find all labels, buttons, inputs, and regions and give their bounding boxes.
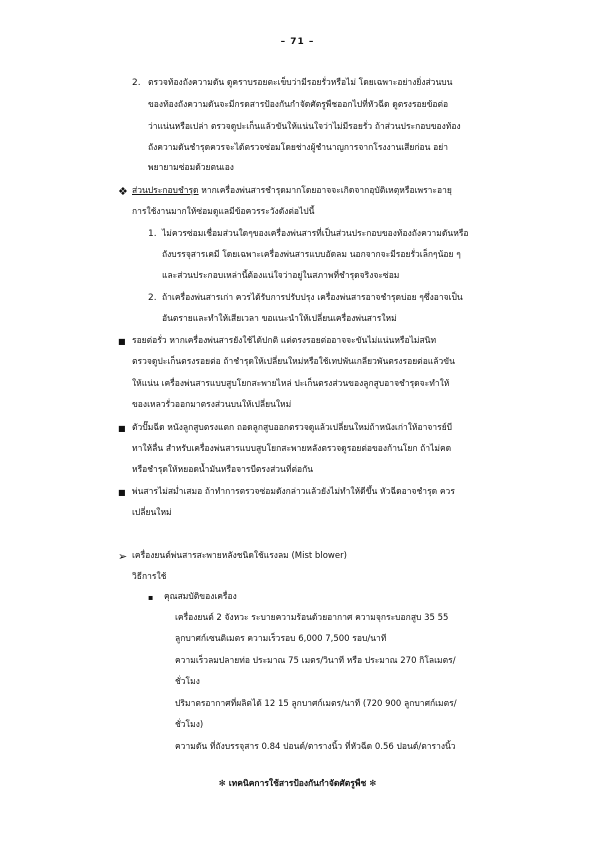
page-number: – 71 – <box>280 37 315 47</box>
usage-heading: วิธีการใช้ <box>132 572 167 582</box>
item-number: 2. <box>132 78 141 88</box>
arrow-bullet-icon: ➢ <box>118 550 128 563</box>
paragraph-line: ของท้องถังความดันจะมีกรดสารป้องกันกำจัดศัตรูพืชออกไปที่หัวฉีด ดูตรงรอยข้อต่อ <box>148 100 449 110</box>
paragraph-line: พยายามซ่อมด้วยตนเอง <box>148 163 234 173</box>
paragraph-line: หรือชำรุดให้หยอดน้ำมันหรือจารบีตรงส่วนที่ต่อกัน <box>132 465 314 475</box>
paragraph-line: ตรวจท้องถังความดัน ดูคราบรอยตะเข็บว่ามีรอยรั่วหรือไม่ โดยเฉพาะอย่างยิ่งส่วนบน <box>148 78 453 88</box>
section-heading: ส่วนประกอบชำรุด <box>132 186 199 196</box>
page-footer: ✻ เทคนิคการใช้สารป้องกันกำจัดศัตรูพืช ✻ <box>218 779 377 789</box>
paragraph-line: การใช้งานมากให้ซ่อมดูแลมีข้อควรระวังดังต่อไปนี้ <box>132 207 315 217</box>
spec-line: ปริมาตรอากาศที่ผลิตได้ 12 15 ลูกบาศก์เมตร/นาที (720 900 ลูกบาศก์เมตร/ <box>175 699 457 709</box>
section-heading-line <box>132 186 452 197</box>
spec-line: ชั่วโมง) <box>175 720 204 730</box>
paragraph-line: ตรวจดูปะเก็นตรงรอยต่อ ถ้าชำรุดให้เปลี่ยนใหม่หรือใช้เทปพันเกลียวพันตรงรอยต่อแล้วขัน <box>132 357 455 367</box>
item-number: 1. <box>148 229 157 239</box>
spec-line: ความเร็วลมปลายท่อ ประมาณ 75 เมตร/วินาที หรือ ประมาณ 270 กิโลเมตร/ <box>175 656 456 666</box>
spec-line: ชั่วโมง <box>175 677 200 687</box>
small-square-bullet-icon: ▪ <box>148 593 154 602</box>
spec-heading: คุณสมบัติของเครื่อง <box>164 592 237 602</box>
paragraph-line: ว่าแน่นหรือเปล่า ตรวจดูปะเก็นแล้วขันให้แน่นใจว่าไม่มีรอยรั่ว ถ้าส่วนประกอบของท้อง <box>148 122 461 132</box>
paragraph-line: ให้แน่น เครื่องพ่นสารแบบสูบโยกสะพายไหล่ ปะเก็นตรงส่วนของลูกสูบอาจชำรุดจะทำให้ <box>132 379 450 389</box>
paragraph-line: ถังความดันชำรุดควรจะได้ตรวจซ่อมโดยช่างผู้ชำนาญการจากโรงงานเสียก่อน อย่า <box>148 143 448 153</box>
spec-line: เครื่องยนต์ 2 จังหวะ ระบายความร้อนด้วยอากาศ ความจุกระบอกสูบ 35 55 <box>175 613 449 623</box>
paragraph-line: ถ้าเครื่องพ่นสารเก่า ควรได้รับการปรับปรุง เครื่องพ่นสารอาจชำรุดบ่อย ๆซึ่งอาจเป็น <box>162 293 463 303</box>
square-bullet-icon: ■ <box>118 424 126 433</box>
spec-line: ความดัน ที่ถังบรรจุสาร 0.84 ปอนด์/ตารางนิ้ว ที่หัวฉีด 0.56 ปอนด์/ตารางนิ้ว <box>175 742 456 752</box>
paragraph-line: ไม่ควรซ่อมเชื่อมส่วนใดๆของเครื่องพ่นสารที่เป็นส่วนประกอบของท้องถังความดันหรือ <box>162 229 469 239</box>
paragraph-line: เปลี่ยนใหม่ <box>132 508 172 518</box>
mist-blower-title: เครื่องยนต์พ่นสารสะพายหลังชนิดใช้แรงลม (Mist blower) <box>132 551 347 561</box>
paragraph-line: รอยต่อรั่ว หากเครื่องพ่นสารยังใช้ได้ปกติ แต่ตรงรอยต่ออาจจะขันไม่แน่นหรือไม่สนิท <box>132 336 437 346</box>
paragraph-line: พ่นสารไม่สม่ำเสมอ ถ้าทำการตรวจซ่อมดังกล่าวแล้วยังไม่ทำให้ดีขึ้น หัวฉีดอาจชำรุด ควร <box>132 487 455 497</box>
paragraph-line: อันตรายและทำให้เสียเวลา ขอแนะนำให้เปลี่ยนเครื่องพ่นสารใหม่ <box>162 314 397 324</box>
square-bullet-icon: ■ <box>118 488 126 497</box>
paragraph-line: ทาให้ลื่น สำหรับเครื่องพ่นสารแบบสูบโยกสะพายหลังตรวจดูรอยต่อของก้านโยก ถ้าไม่คด <box>132 444 452 454</box>
paragraph-line: และส่วนประกอบเหล่านี้ต้องแน่ใจว่าอยู่ในสภาพที่ชำรุดจริงจะซ่อม <box>162 271 400 281</box>
square-bullet-icon: ■ <box>118 337 126 346</box>
paragraph-line: ตัวปั๊มฉีด หนังลูกสูบตรงแตก ถอดลูกสูบออกตรวจดูแล้วเปลี่ยนใหม่ถ้าหนังเก่าให้อาจารย์บี <box>132 423 453 433</box>
diamond-bullet-icon: ❖ <box>118 185 128 198</box>
item-number: 2. <box>148 293 157 303</box>
section-heading-rest: หากเครื่องพ่นสารชำรุดมากโดยอาจจะเกิดจากอุบัติเหตุหรือเพราะอายุ <box>201 186 452 196</box>
spec-line: ลูกบาศก์เซนติเมตร ความเร็วรอบ 6,000 7,500 รอบ/นาที <box>175 634 387 644</box>
paragraph-line: ถังบรรจุสารเคมี โดยเฉพาะเครื่องพ่นสารแบบอัดลม นอกจากจะมีรอยรั่วเล็กๆน้อย ๆ <box>162 250 461 260</box>
paragraph-line: ของเหลวรั่วออกมาตรงส่วนบนให้เปลี่ยนใหม่ <box>132 400 292 410</box>
